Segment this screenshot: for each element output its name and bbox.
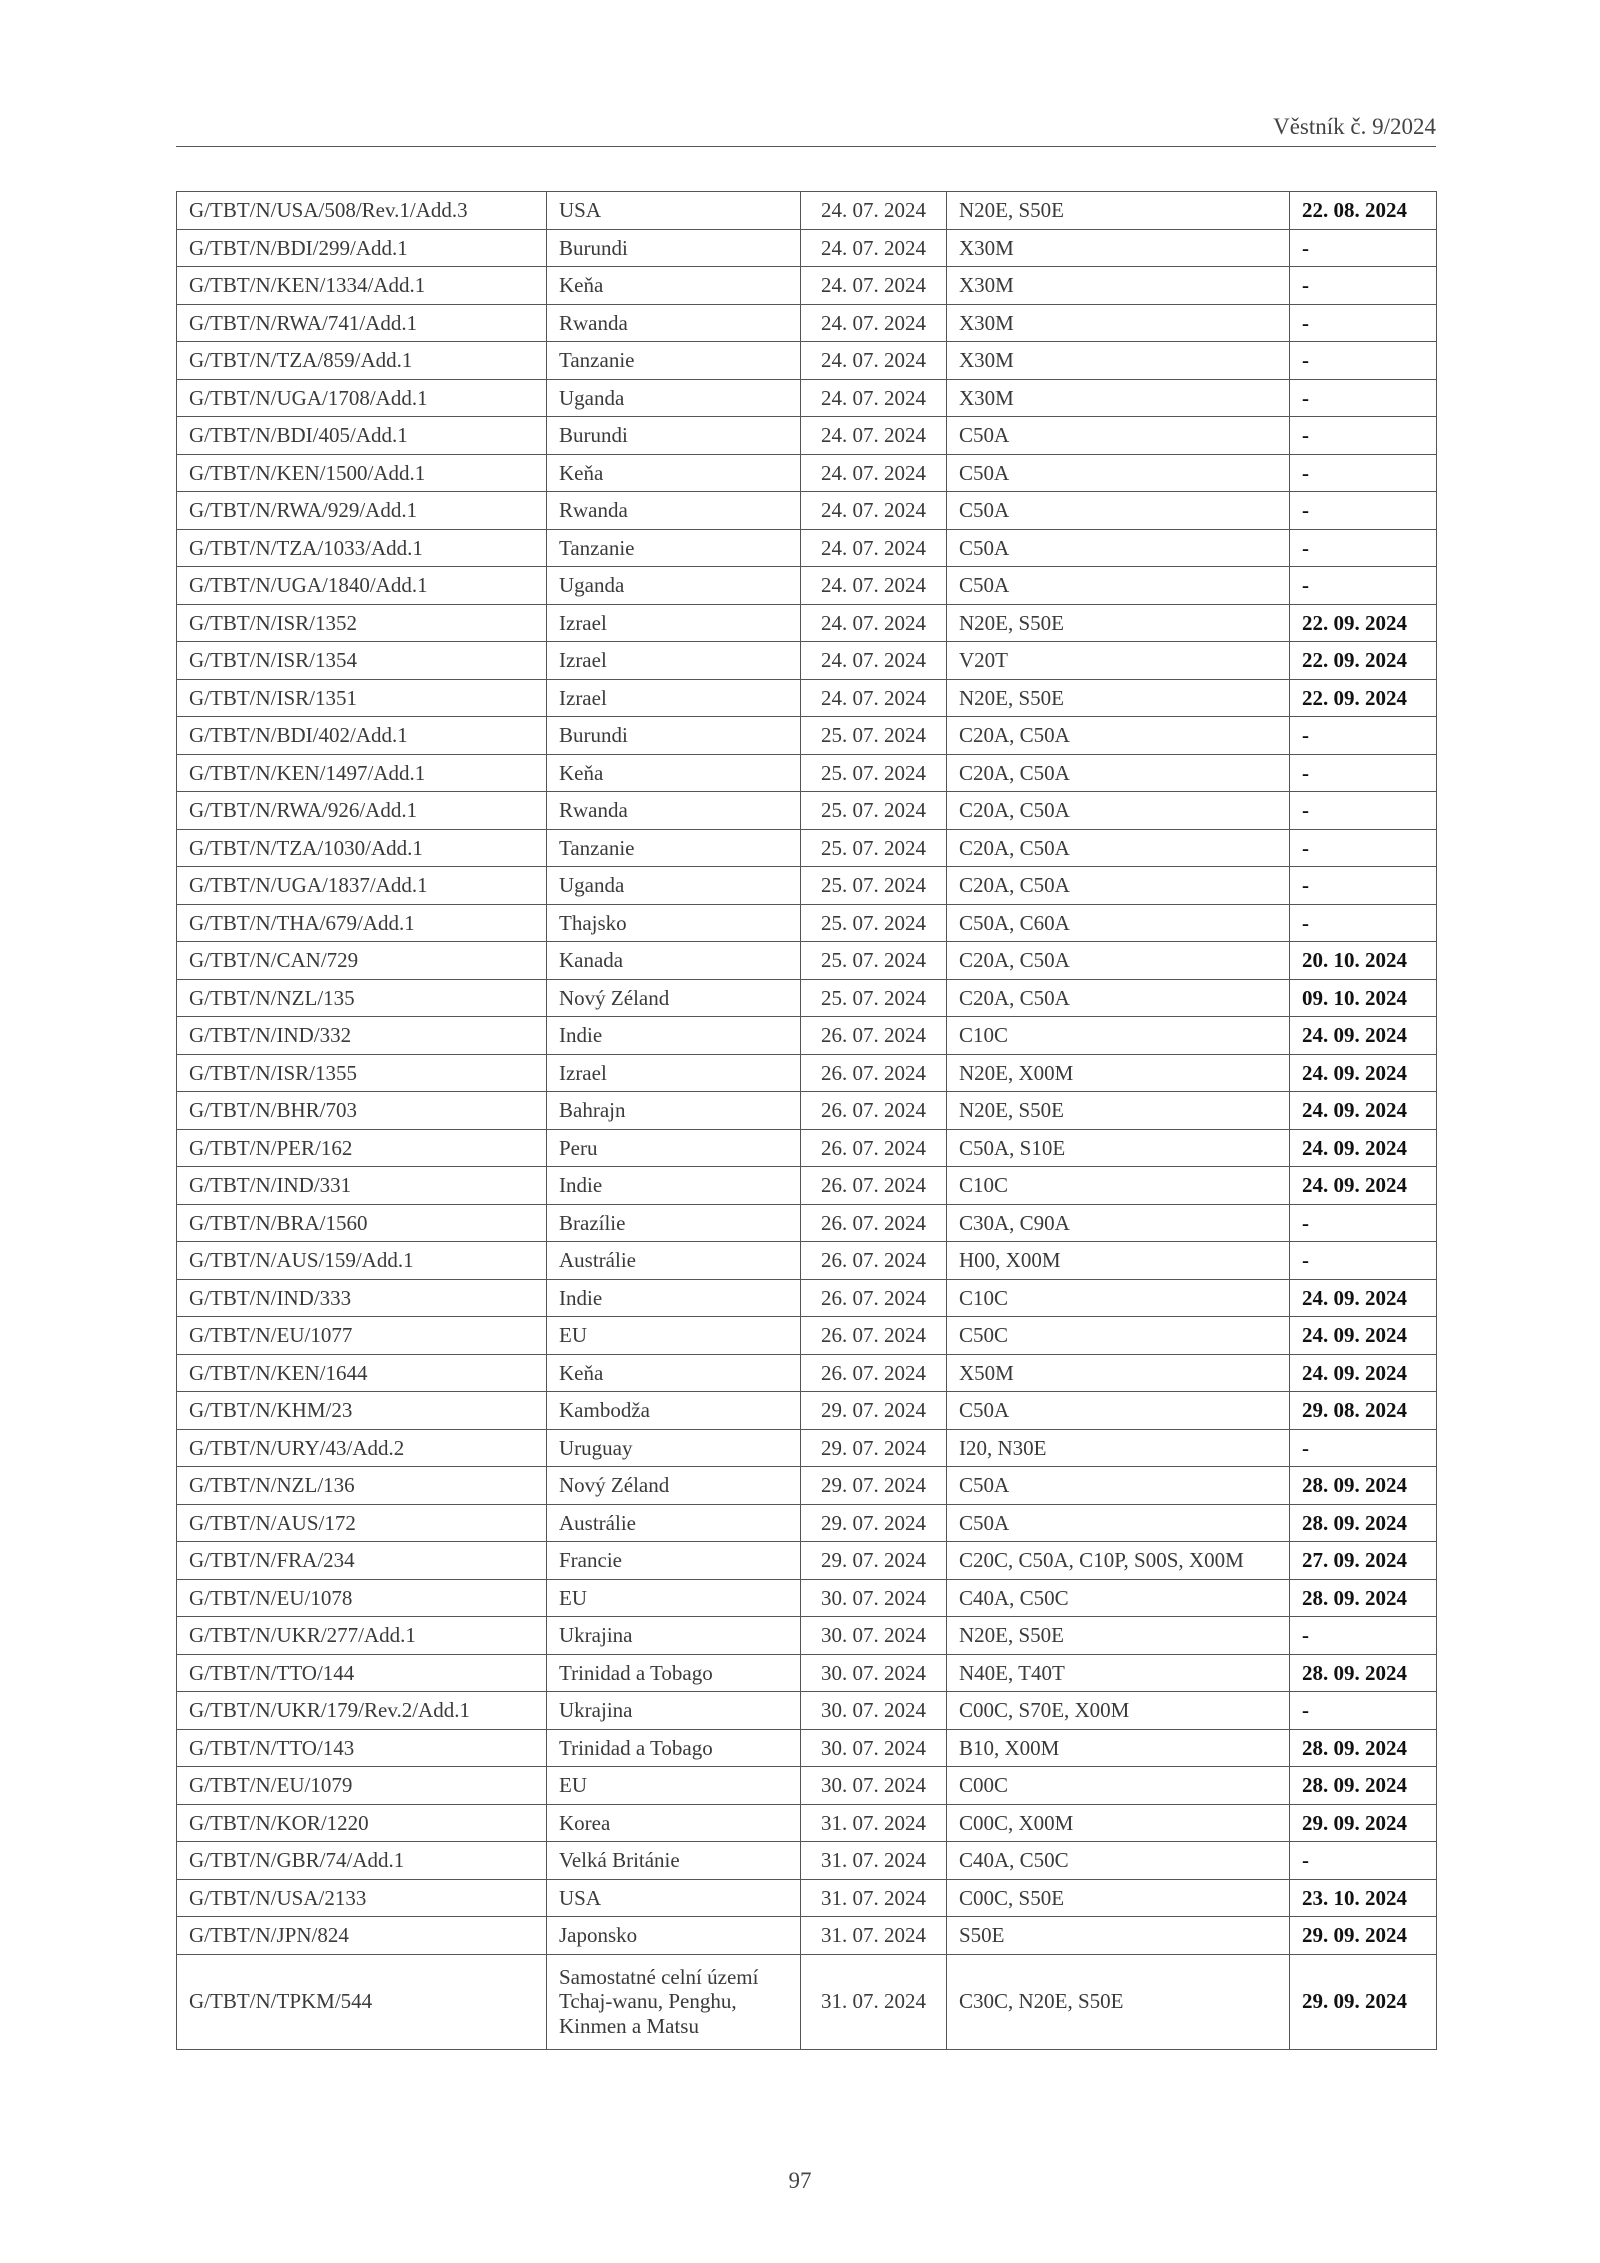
country-cell: Indie (547, 1279, 801, 1317)
country-cell: EU (547, 1767, 801, 1805)
notification-date-cell: 30. 07. 2024 (801, 1654, 947, 1692)
table-row (177, 1767, 1437, 1805)
country-cell: EU (547, 1317, 801, 1355)
notification-date-cell: 30. 07. 2024 (801, 1692, 947, 1730)
comment-deadline-cell: 24. 09. 2024 (1290, 1017, 1437, 1055)
ics-code-cell: C50A (947, 1504, 1290, 1542)
table-row (177, 642, 1437, 680)
ics-code-cell: C20A, C50A (947, 717, 1290, 755)
country-cell: Uruguay (547, 1429, 801, 1467)
ics-code-cell: X30M (947, 342, 1290, 380)
ics-code-cell: N20E, X00M (947, 1054, 1290, 1092)
country-cell: Uganda (547, 567, 801, 605)
notification-date-cell: 26. 07. 2024 (801, 1242, 947, 1280)
table-row (177, 379, 1437, 417)
notification-date-cell: 26. 07. 2024 (801, 1279, 947, 1317)
country-cell: USA (547, 192, 801, 230)
country-cell: Kanada (547, 942, 801, 980)
country-cell: Burundi (547, 229, 801, 267)
country-cell: Samostatné celní území Tchaj-wanu, Penghu, Kinmen a Matsu (547, 1954, 801, 2049)
table-row (177, 192, 1437, 230)
country-cell: Tanzanie (547, 829, 801, 867)
notification-date-cell: 31. 07. 2024 (801, 1954, 947, 2049)
document-symbol-cell: G/TBT/N/EU/1078 (177, 1579, 547, 1617)
ics-code-cell: C00C, S70E, X00M (947, 1692, 1290, 1730)
table-row (177, 1092, 1437, 1130)
comment-deadline-cell: - (1290, 417, 1437, 455)
ics-code-cell: I20, N30E (947, 1429, 1290, 1467)
comment-deadline-cell: 09. 10. 2024 (1290, 979, 1437, 1017)
page-number: 97 (788, 2168, 812, 2193)
document-symbol-cell: G/TBT/N/UGA/1840/Add.1 (177, 567, 547, 605)
table-row (177, 492, 1437, 530)
notification-date-cell: 26. 07. 2024 (801, 1054, 947, 1092)
table-row (177, 1429, 1437, 1467)
ics-code-cell: S50E (947, 1917, 1290, 1955)
table-row (177, 1129, 1437, 1167)
notification-date-cell: 26. 07. 2024 (801, 1017, 947, 1055)
notification-date-cell: 24. 07. 2024 (801, 604, 947, 642)
country-cell: Izrael (547, 642, 801, 680)
comment-deadline-cell: 20. 10. 2024 (1290, 942, 1437, 980)
ics-code-cell: N20E, S50E (947, 604, 1290, 642)
country-cell: Brazílie (547, 1204, 801, 1242)
ics-code-cell: C50A (947, 529, 1290, 567)
bulletin-title: Věstník č. 9/2024 (1273, 114, 1436, 139)
ics-code-cell: C30A, C90A (947, 1204, 1290, 1242)
country-cell: Keňa (547, 754, 801, 792)
ics-code-cell: X50M (947, 1354, 1290, 1392)
notification-date-cell: 24. 07. 2024 (801, 679, 947, 717)
table-row (177, 1204, 1437, 1242)
ics-code-cell: N20E, S50E (947, 1617, 1290, 1655)
comment-deadline-cell: 29. 09. 2024 (1290, 1917, 1437, 1955)
comment-deadline-cell: - (1290, 1242, 1437, 1280)
document-symbol-cell: G/TBT/N/TZA/1030/Add.1 (177, 829, 547, 867)
table-row (177, 867, 1437, 905)
country-cell: Keňa (547, 267, 801, 305)
comment-deadline-cell: 28. 09. 2024 (1290, 1729, 1437, 1767)
ics-code-cell: C50A, C60A (947, 904, 1290, 942)
document-symbol-cell: G/TBT/N/UGA/1837/Add.1 (177, 867, 547, 905)
table-row (177, 829, 1437, 867)
document-symbol-cell: G/TBT/N/BRA/1560 (177, 1204, 547, 1242)
table-row (177, 1354, 1437, 1392)
country-cell: Francie (547, 1542, 801, 1580)
ics-code-cell: C40A, C50C (947, 1842, 1290, 1880)
notification-date-cell: 30. 07. 2024 (801, 1579, 947, 1617)
notification-date-cell: 26. 07. 2024 (801, 1167, 947, 1205)
comment-deadline-cell: - (1290, 454, 1437, 492)
country-cell: Thajsko (547, 904, 801, 942)
table-row (177, 1017, 1437, 1055)
comment-deadline-cell: - (1290, 754, 1437, 792)
document-symbol-cell: G/TBT/N/IND/331 (177, 1167, 547, 1205)
country-cell: Nový Zéland (547, 1467, 801, 1505)
country-cell: Izrael (547, 604, 801, 642)
document-symbol-cell: G/TBT/N/RWA/741/Add.1 (177, 304, 547, 342)
comment-deadline-cell: 28. 09. 2024 (1290, 1504, 1437, 1542)
country-cell: Velká Británie (547, 1842, 801, 1880)
document-symbol-cell: G/TBT/N/KEN/1334/Add.1 (177, 267, 547, 305)
table-row (177, 304, 1437, 342)
table-row (177, 1317, 1437, 1355)
ics-code-cell: N40E, T40T (947, 1654, 1290, 1692)
notification-date-cell: 26. 07. 2024 (801, 1317, 947, 1355)
notification-date-cell: 25. 07. 2024 (801, 979, 947, 1017)
country-cell: Rwanda (547, 304, 801, 342)
comment-deadline-cell: 27. 09. 2024 (1290, 1542, 1437, 1580)
comment-deadline-cell: 24. 09. 2024 (1290, 1092, 1437, 1130)
country-cell: Izrael (547, 1054, 801, 1092)
ics-code-cell: C50A (947, 417, 1290, 455)
comment-deadline-cell: - (1290, 829, 1437, 867)
document-symbol-cell: G/TBT/N/FRA/234 (177, 1542, 547, 1580)
notification-date-cell: 24. 07. 2024 (801, 342, 947, 380)
table-row (177, 1729, 1437, 1767)
comment-deadline-cell: - (1290, 717, 1437, 755)
ics-code-cell: C50A (947, 492, 1290, 530)
notification-date-cell: 24. 07. 2024 (801, 267, 947, 305)
table-row (177, 1617, 1437, 1655)
notification-date-cell: 30. 07. 2024 (801, 1617, 947, 1655)
document-symbol-cell: G/TBT/N/ISR/1352 (177, 604, 547, 642)
document-symbol-cell: G/TBT/N/BDI/402/Add.1 (177, 717, 547, 755)
ics-code-cell: C10C (947, 1279, 1290, 1317)
ics-code-cell: C50A (947, 567, 1290, 605)
notification-date-cell: 25. 07. 2024 (801, 717, 947, 755)
notification-date-cell: 25. 07. 2024 (801, 904, 947, 942)
ics-code-cell: C20A, C50A (947, 867, 1290, 905)
document-symbol-cell: G/TBT/N/TPKM/544 (177, 1954, 547, 2049)
table-row (177, 1242, 1437, 1280)
country-cell: Japonsko (547, 1917, 801, 1955)
ics-code-cell: X30M (947, 267, 1290, 305)
notification-date-cell: 29. 07. 2024 (801, 1429, 947, 1467)
country-cell: EU (547, 1579, 801, 1617)
document-symbol-cell: G/TBT/N/ISR/1355 (177, 1054, 547, 1092)
country-cell: Trinidad a Tobago (547, 1729, 801, 1767)
document-symbol-cell: G/TBT/N/KOR/1220 (177, 1804, 547, 1842)
ics-code-cell: N20E, S50E (947, 192, 1290, 230)
notification-date-cell: 25. 07. 2024 (801, 829, 947, 867)
notification-date-cell: 24. 07. 2024 (801, 229, 947, 267)
comment-deadline-cell: 23. 10. 2024 (1290, 1879, 1437, 1917)
ics-code-cell: C10C (947, 1017, 1290, 1055)
country-cell: Uganda (547, 379, 801, 417)
table-row (177, 1954, 1437, 2049)
table-row (177, 792, 1437, 830)
comment-deadline-cell: - (1290, 567, 1437, 605)
comment-deadline-cell: - (1290, 1842, 1437, 1880)
notification-date-cell: 24. 07. 2024 (801, 417, 947, 455)
document-symbol-cell: G/TBT/N/TZA/1033/Add.1 (177, 529, 547, 567)
notification-date-cell: 25. 07. 2024 (801, 867, 947, 905)
comment-deadline-cell: 22. 09. 2024 (1290, 679, 1437, 717)
table-row (177, 1467, 1437, 1505)
comment-deadline-cell: - (1290, 379, 1437, 417)
table-row (177, 717, 1437, 755)
notification-date-cell: 26. 07. 2024 (801, 1129, 947, 1167)
ics-code-cell: C50A (947, 454, 1290, 492)
document-symbol-cell: G/TBT/N/USA/2133 (177, 1879, 547, 1917)
ics-code-cell: C00C (947, 1767, 1290, 1805)
notification-date-cell: 31. 07. 2024 (801, 1917, 947, 1955)
comment-deadline-cell: 24. 09. 2024 (1290, 1279, 1437, 1317)
table-row (177, 1279, 1437, 1317)
ics-code-cell: N20E, S50E (947, 1092, 1290, 1130)
country-cell: Tanzanie (547, 342, 801, 380)
comment-deadline-cell: 29. 09. 2024 (1290, 1804, 1437, 1842)
country-cell: Indie (547, 1017, 801, 1055)
document-symbol-cell: G/TBT/N/NZL/135 (177, 979, 547, 1017)
notification-date-cell: 24. 07. 2024 (801, 304, 947, 342)
notification-date-cell: 31. 07. 2024 (801, 1879, 947, 1917)
table-row (177, 229, 1437, 267)
ics-code-cell: C00C, X00M (947, 1804, 1290, 1842)
document-symbol-cell: G/TBT/N/KHM/23 (177, 1392, 547, 1430)
table-row (177, 1167, 1437, 1205)
notification-date-cell: 24. 07. 2024 (801, 379, 947, 417)
ics-code-cell: B10, X00M (947, 1729, 1290, 1767)
country-cell: Austrálie (547, 1504, 801, 1542)
document-symbol-cell: G/TBT/N/URY/43/Add.2 (177, 1429, 547, 1467)
table-row (177, 1654, 1437, 1692)
comment-deadline-cell: - (1290, 1429, 1437, 1467)
notification-date-cell: 24. 07. 2024 (801, 454, 947, 492)
table-row (177, 1692, 1437, 1730)
comment-deadline-cell: 22. 09. 2024 (1290, 642, 1437, 680)
document-symbol-cell: G/TBT/N/BDI/299/Add.1 (177, 229, 547, 267)
notification-date-cell: 26. 07. 2024 (801, 1204, 947, 1242)
country-cell: Kambodža (547, 1392, 801, 1430)
document-symbol-cell: G/TBT/N/PER/162 (177, 1129, 547, 1167)
country-cell: Trinidad a Tobago (547, 1654, 801, 1692)
document-symbol-cell: G/TBT/N/GBR/74/Add.1 (177, 1842, 547, 1880)
table-row (177, 754, 1437, 792)
comment-deadline-cell: - (1290, 792, 1437, 830)
notification-date-cell: 26. 07. 2024 (801, 1354, 947, 1392)
comment-deadline-cell: 24. 09. 2024 (1290, 1167, 1437, 1205)
notification-date-cell: 24. 07. 2024 (801, 567, 947, 605)
document-symbol-cell: G/TBT/N/BDI/405/Add.1 (177, 417, 547, 455)
comment-deadline-cell: - (1290, 342, 1437, 380)
document-symbol-cell: G/TBT/N/KEN/1497/Add.1 (177, 754, 547, 792)
ics-code-cell: C20A, C50A (947, 829, 1290, 867)
document-symbol-cell: G/TBT/N/IND/332 (177, 1017, 547, 1055)
table-row (177, 904, 1437, 942)
country-cell: Izrael (547, 679, 801, 717)
table-row (177, 342, 1437, 380)
table-row (177, 567, 1437, 605)
comment-deadline-cell: 24. 09. 2024 (1290, 1354, 1437, 1392)
country-cell: Bahrajn (547, 1092, 801, 1130)
country-cell: Peru (547, 1129, 801, 1167)
country-cell: Rwanda (547, 492, 801, 530)
table-row (177, 1054, 1437, 1092)
comment-deadline-cell: - (1290, 1617, 1437, 1655)
page-header (176, 110, 1436, 147)
notification-date-cell: 31. 07. 2024 (801, 1842, 947, 1880)
ics-code-cell: V20T (947, 642, 1290, 680)
comment-deadline-cell: 28. 09. 2024 (1290, 1767, 1437, 1805)
notifications-table (176, 191, 1437, 2050)
country-cell: Austrálie (547, 1242, 801, 1280)
table-row (177, 529, 1437, 567)
table-row (177, 1504, 1437, 1542)
country-cell: Ukrajina (547, 1617, 801, 1655)
table-row (177, 1392, 1437, 1430)
document-symbol-cell: G/TBT/N/EU/1077 (177, 1317, 547, 1355)
table-row (177, 1917, 1437, 1955)
notifications-table-body (177, 192, 1437, 2050)
ics-code-cell: C00C, S50E (947, 1879, 1290, 1917)
document-symbol-cell: G/TBT/N/RWA/929/Add.1 (177, 492, 547, 530)
document-symbol-cell: G/TBT/N/IND/333 (177, 1279, 547, 1317)
notification-date-cell: 30. 07. 2024 (801, 1729, 947, 1767)
notification-date-cell: 25. 07. 2024 (801, 754, 947, 792)
country-cell: Indie (547, 1167, 801, 1205)
document-symbol-cell: G/TBT/N/UKR/179/Rev.2/Add.1 (177, 1692, 547, 1730)
ics-code-cell: C20C, C50A, C10P, S00S, X00M (947, 1542, 1290, 1580)
country-cell: Burundi (547, 417, 801, 455)
document-symbol-cell: G/TBT/N/EU/1079 (177, 1767, 547, 1805)
notification-date-cell: 24. 07. 2024 (801, 192, 947, 230)
document-symbol-cell: G/TBT/N/JPN/824 (177, 1917, 547, 1955)
document-symbol-cell: G/TBT/N/THA/679/Add.1 (177, 904, 547, 942)
ics-code-cell: C20A, C50A (947, 942, 1290, 980)
table-row (177, 267, 1437, 305)
document-symbol-cell: G/TBT/N/KEN/1644 (177, 1354, 547, 1392)
notification-date-cell: 25. 07. 2024 (801, 942, 947, 980)
table-row (177, 604, 1437, 642)
comment-deadline-cell: - (1290, 267, 1437, 305)
ics-code-cell: C10C (947, 1167, 1290, 1205)
country-cell: USA (547, 1879, 801, 1917)
country-cell: Ukrajina (547, 1692, 801, 1730)
country-cell: Keňa (547, 454, 801, 492)
ics-code-cell: N20E, S50E (947, 679, 1290, 717)
comment-deadline-cell: - (1290, 1692, 1437, 1730)
notification-date-cell: 31. 07. 2024 (801, 1804, 947, 1842)
document-symbol-cell: G/TBT/N/CAN/729 (177, 942, 547, 980)
comment-deadline-cell: - (1290, 1204, 1437, 1242)
document-symbol-cell: G/TBT/N/USA/508/Rev.1/Add.3 (177, 192, 547, 230)
comment-deadline-cell: 24. 09. 2024 (1290, 1317, 1437, 1355)
comment-deadline-cell: 29. 08. 2024 (1290, 1392, 1437, 1430)
document-symbol-cell: G/TBT/N/BHR/703 (177, 1092, 547, 1130)
notification-date-cell: 26. 07. 2024 (801, 1092, 947, 1130)
ics-code-cell: X30M (947, 229, 1290, 267)
table-row (177, 1879, 1437, 1917)
ics-code-cell: C20A, C50A (947, 979, 1290, 1017)
table-row (177, 1842, 1437, 1880)
notification-date-cell: 24. 07. 2024 (801, 529, 947, 567)
comment-deadline-cell: 22. 09. 2024 (1290, 604, 1437, 642)
comment-deadline-cell: - (1290, 529, 1437, 567)
notification-date-cell: 29. 07. 2024 (801, 1542, 947, 1580)
comment-deadline-cell: 29. 09. 2024 (1290, 1954, 1437, 2049)
table-row (177, 679, 1437, 717)
ics-code-cell: C50C (947, 1317, 1290, 1355)
document-symbol-cell: G/TBT/N/KEN/1500/Add.1 (177, 454, 547, 492)
document-symbol-cell: G/TBT/N/NZL/136 (177, 1467, 547, 1505)
document-symbol-cell: G/TBT/N/UGA/1708/Add.1 (177, 379, 547, 417)
notification-date-cell: 30. 07. 2024 (801, 1767, 947, 1805)
comment-deadline-cell: 28. 09. 2024 (1290, 1467, 1437, 1505)
table-row (177, 417, 1437, 455)
comment-deadline-cell: 24. 09. 2024 (1290, 1054, 1437, 1092)
comment-deadline-cell: - (1290, 492, 1437, 530)
comment-deadline-cell: 28. 09. 2024 (1290, 1654, 1437, 1692)
document-symbol-cell: G/TBT/N/ISR/1354 (177, 642, 547, 680)
comment-deadline-cell: - (1290, 304, 1437, 342)
notification-date-cell: 29. 07. 2024 (801, 1504, 947, 1542)
country-cell: Burundi (547, 717, 801, 755)
comment-deadline-cell: 22. 08. 2024 (1290, 192, 1437, 230)
table-row (177, 1542, 1437, 1580)
table-row (177, 942, 1437, 980)
ics-code-cell: C40A, C50C (947, 1579, 1290, 1617)
document-symbol-cell: G/TBT/N/UKR/277/Add.1 (177, 1617, 547, 1655)
table-row (177, 1579, 1437, 1617)
document-symbol-cell: G/TBT/N/AUS/172 (177, 1504, 547, 1542)
comment-deadline-cell: - (1290, 229, 1437, 267)
ics-code-cell: C50A (947, 1467, 1290, 1505)
notification-date-cell: 29. 07. 2024 (801, 1392, 947, 1430)
ics-code-cell: X30M (947, 379, 1290, 417)
country-cell: Rwanda (547, 792, 801, 830)
document-symbol-cell: G/TBT/N/TZA/859/Add.1 (177, 342, 547, 380)
document-symbol-cell: G/TBT/N/ISR/1351 (177, 679, 547, 717)
table-row (177, 979, 1437, 1017)
country-cell: Uganda (547, 867, 801, 905)
document-symbol-cell: G/TBT/N/AUS/159/Add.1 (177, 1242, 547, 1280)
ics-code-cell: C20A, C50A (947, 792, 1290, 830)
ics-code-cell: H00, X00M (947, 1242, 1290, 1280)
comment-deadline-cell: 28. 09. 2024 (1290, 1579, 1437, 1617)
comment-deadline-cell: - (1290, 867, 1437, 905)
notification-date-cell: 24. 07. 2024 (801, 492, 947, 530)
country-cell: Keňa (547, 1354, 801, 1392)
document-symbol-cell: G/TBT/N/RWA/926/Add.1 (177, 792, 547, 830)
ics-code-cell: X30M (947, 304, 1290, 342)
table-row (177, 1804, 1437, 1842)
document-symbol-cell: G/TBT/N/TTO/143 (177, 1729, 547, 1767)
notification-date-cell: 24. 07. 2024 (801, 642, 947, 680)
country-cell: Korea (547, 1804, 801, 1842)
ics-code-cell: C50A (947, 1392, 1290, 1430)
notification-date-cell: 25. 07. 2024 (801, 792, 947, 830)
table-row (177, 454, 1437, 492)
document-symbol-cell: G/TBT/N/TTO/144 (177, 1654, 547, 1692)
country-cell: Nový Zéland (547, 979, 801, 1017)
notification-date-cell: 29. 07. 2024 (801, 1467, 947, 1505)
ics-code-cell: C30C, N20E, S50E (947, 1954, 1290, 2049)
comment-deadline-cell: - (1290, 904, 1437, 942)
ics-code-cell: C50A, S10E (947, 1129, 1290, 1167)
comment-deadline-cell: 24. 09. 2024 (1290, 1129, 1437, 1167)
country-cell: Tanzanie (547, 529, 801, 567)
ics-code-cell: C20A, C50A (947, 754, 1290, 792)
